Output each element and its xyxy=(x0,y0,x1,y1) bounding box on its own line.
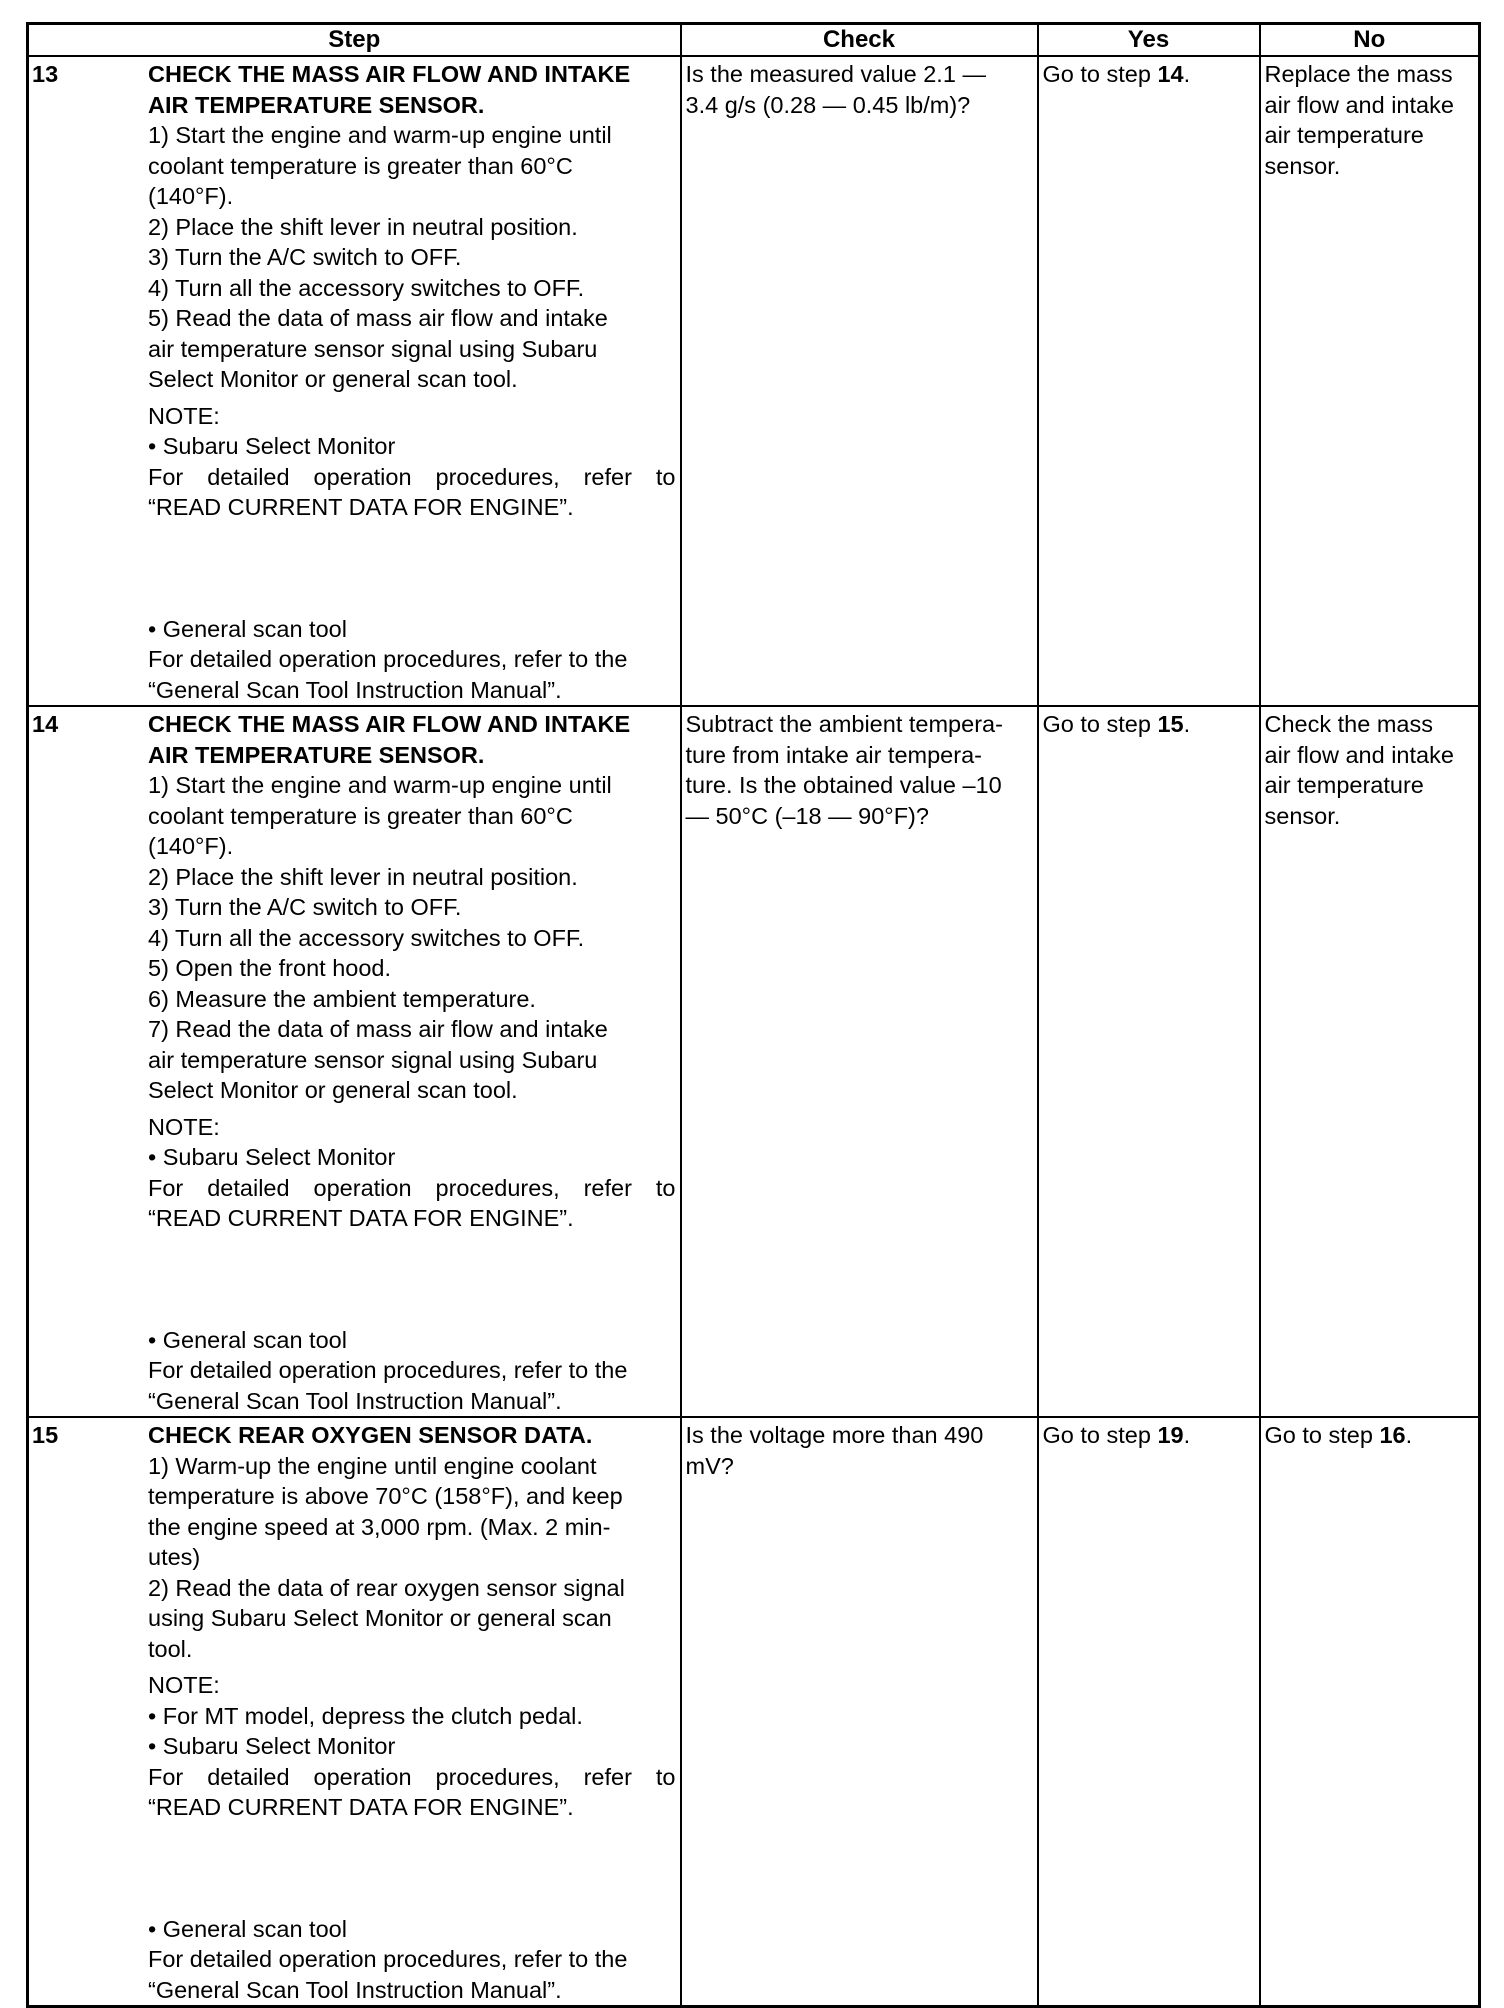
header-step: Step xyxy=(28,24,681,57)
check-cell xyxy=(681,56,1038,706)
note-text: For detailed operation procedures, refer to xyxy=(148,1763,676,1790)
note-bullet: • Subaru Select Monitor xyxy=(148,433,396,459)
step-reference: 15 xyxy=(1157,711,1184,737)
step-text: Select Monitor or general scan tool. xyxy=(148,1077,518,1103)
step-reference: 16 xyxy=(1379,1422,1406,1448)
check-text: Subtract the ambient tempera- xyxy=(685,711,1003,737)
no-text-end: . xyxy=(1405,1422,1413,1448)
no-text: sensor. xyxy=(1264,152,1341,179)
no-text: air flow and intake xyxy=(1264,741,1454,768)
header-yes: Yes xyxy=(1038,24,1260,57)
step-text: 3) Turn the A/C switch to OFF. xyxy=(148,894,462,920)
note-bullet: • General scan tool xyxy=(148,1915,347,1942)
step-body xyxy=(148,707,680,1416)
step-body xyxy=(148,57,680,705)
check-text: ture. Is the obtained value –10 xyxy=(685,772,1002,798)
step-number: 14 xyxy=(32,711,59,737)
note-bullet: • Subaru Select Monitor xyxy=(148,1144,396,1170)
check-text: ture from intake air tempera- xyxy=(685,741,982,768)
header-check: Check xyxy=(681,24,1038,57)
note-label: NOTE: xyxy=(148,1113,220,1140)
step-text: the engine speed at 3,000 rpm. (Max. 2 min- xyxy=(148,1513,611,1540)
step-text: 5) Open the front hood. xyxy=(148,955,391,981)
note-text: For detailed operation procedures, refer to the xyxy=(148,1946,628,1972)
step-text: 1) Start the engine and warm-up engine until xyxy=(148,772,612,798)
step-body xyxy=(148,1418,680,2005)
yes-cell xyxy=(1038,706,1260,1417)
no-text: air flow and intake xyxy=(1264,91,1454,118)
step-title: AIR TEMPERATURE SENSOR. xyxy=(148,741,485,768)
step-text: utes) xyxy=(148,1544,201,1570)
yes-cell xyxy=(1038,56,1260,706)
step-number: 15 xyxy=(32,1422,59,1448)
step-text: coolant temperature is greater than 60°C xyxy=(148,152,573,179)
yes-text-end: . xyxy=(1183,1422,1191,1448)
step-text: coolant temperature is greater than 60°C xyxy=(148,802,573,829)
no-cell xyxy=(1260,1417,1480,2007)
step-text: 7) Read the data of mass air flow and intake xyxy=(148,1016,608,1042)
table-row-step-13 xyxy=(28,56,1480,706)
step-text: 4) Turn all the accessory switches to OFF. xyxy=(148,274,585,301)
yes-text-end: . xyxy=(1183,61,1191,87)
check-text: — 50°C (–18 — 90°F)? xyxy=(685,802,929,829)
check-cell xyxy=(681,1417,1038,2007)
no-text: Replace the mass xyxy=(1264,61,1453,87)
check-text: 3.4 g/s (0.28 — 0.45 lb/m)? xyxy=(685,91,971,118)
note-label: NOTE: xyxy=(148,402,220,429)
no-cell xyxy=(1260,56,1480,706)
note-text: “READ CURRENT DATA FOR ENGINE”. xyxy=(148,1794,574,1820)
diagnostic-table xyxy=(26,22,1481,2008)
note-text: For detailed operation procedures, refer to xyxy=(148,463,676,490)
step-text: air temperature sensor signal using Subaru xyxy=(148,335,598,362)
note-bullet: • For MT model, depress the clutch pedal. xyxy=(148,1702,583,1729)
yes-text: Go to step xyxy=(1042,61,1158,87)
step-text: air temperature sensor signal using Subaru xyxy=(148,1046,598,1073)
step-text: 1) Start the engine and warm-up engine until xyxy=(148,122,612,148)
yes-text: Go to step xyxy=(1042,711,1158,737)
step-cell xyxy=(28,1417,681,2007)
note-bullet: • General scan tool xyxy=(148,615,347,642)
step-title: AIR TEMPERATURE SENSOR. xyxy=(148,91,485,118)
step-title: CHECK THE MASS AIR FLOW AND INTAKE xyxy=(148,61,631,87)
step-text: 4) Turn all the accessory switches to OFF. xyxy=(148,924,585,951)
step-text: 2) Place the shift lever in neutral position. xyxy=(148,863,578,890)
note-label: NOTE: xyxy=(148,1672,220,1698)
yes-cell xyxy=(1038,1417,1260,2007)
note-bullet: • General scan tool xyxy=(148,1326,347,1353)
step-text: (140°F). xyxy=(148,183,234,209)
check-cell xyxy=(681,706,1038,1417)
note-text: For detailed operation procedures, refer to the xyxy=(148,1357,628,1383)
header-row xyxy=(28,24,1480,57)
no-cell xyxy=(1260,706,1480,1417)
step-text: 2) Read the data of rear oxygen sensor signal xyxy=(148,1574,625,1601)
step-text: 5) Read the data of mass air flow and intake xyxy=(148,305,608,331)
step-text: tool. xyxy=(148,1635,193,1662)
step-title: CHECK THE MASS AIR FLOW AND INTAKE xyxy=(148,711,631,737)
no-text: air temperature xyxy=(1264,122,1424,148)
step-cell xyxy=(28,56,681,706)
note-bullet: • Subaru Select Monitor xyxy=(148,1733,396,1759)
note-text: “General Scan Tool Instruction Manual”. xyxy=(148,1387,562,1414)
header-no: No xyxy=(1260,24,1480,57)
check-text: mV? xyxy=(685,1452,734,1479)
note-text: For detailed operation procedures, refer to xyxy=(148,1174,676,1201)
check-text: Is the measured value 2.1 — xyxy=(685,61,986,87)
step-reference: 14 xyxy=(1157,61,1184,87)
step-text: 1) Warm-up the engine until engine coolant xyxy=(148,1452,597,1479)
yes-text: Go to step xyxy=(1042,1422,1158,1448)
table-row-step-15 xyxy=(28,1417,1480,2007)
no-text: Go to step xyxy=(1264,1422,1380,1448)
table-row-step-14 xyxy=(28,706,1480,1417)
step-text: Select Monitor or general scan tool. xyxy=(148,366,518,392)
step-text: 6) Measure the ambient temperature. xyxy=(148,985,536,1012)
note-text: “READ CURRENT DATA FOR ENGINE”. xyxy=(148,494,574,520)
step-text: 3) Turn the A/C switch to OFF. xyxy=(148,244,462,270)
step-cell xyxy=(28,706,681,1417)
note-text: For detailed operation procedures, refer to the xyxy=(148,646,628,672)
step-reference: 19 xyxy=(1157,1422,1184,1448)
yes-text-end: . xyxy=(1183,711,1191,737)
note-text: “READ CURRENT DATA FOR ENGINE”. xyxy=(148,1205,574,1231)
no-text: air temperature xyxy=(1264,772,1424,798)
note-text: “General Scan Tool Instruction Manual”. xyxy=(148,1976,562,2003)
no-text: Check the mass xyxy=(1264,711,1433,737)
step-text: using Subaru Select Monitor or general scan xyxy=(148,1605,612,1631)
step-title: CHECK REAR OXYGEN SENSOR DATA. xyxy=(148,1422,593,1448)
check-text: Is the voltage more than 490 xyxy=(685,1422,984,1448)
step-text: temperature is above 70°C (158°F), and keep xyxy=(148,1483,623,1509)
no-text: sensor. xyxy=(1264,802,1341,829)
step-text: 2) Place the shift lever in neutral position. xyxy=(148,213,578,240)
step-text: (140°F). xyxy=(148,833,234,859)
note-text: “General Scan Tool Instruction Manual”. xyxy=(148,676,562,703)
step-number: 13 xyxy=(32,61,59,87)
